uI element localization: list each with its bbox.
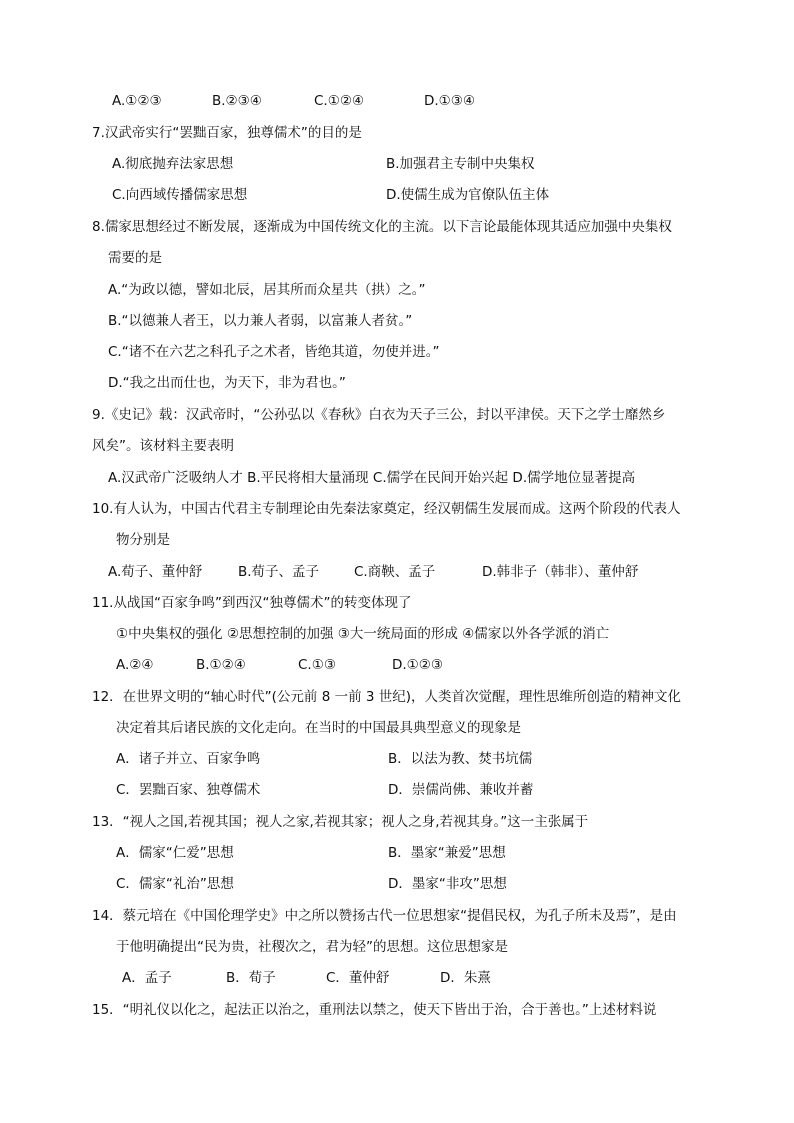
text-line: C.商鞅、孟子 <box>354 564 436 580</box>
text-line: D．崇儒尚佛、兼收并蓄 <box>388 782 534 798</box>
text-line: B．荀子 <box>226 970 276 986</box>
text-line: 12．在世界文明的“轴心时代”(公元前 8 一前 3 世纪)，人类首次觉醒，理性思维所创造的精神文化 <box>92 689 682 705</box>
text-line: ①中央集权的强化 ②思想控制的加强 ③大一统局面的形成 ④儒家以外各学派的消亡 <box>116 626 610 642</box>
text-line: B.①②④ <box>196 657 246 673</box>
text-line: B.②③④ <box>212 93 262 109</box>
text-line: 风矣”。该材料主要表明 <box>92 438 234 454</box>
text-line: A.荀子、董仲舒 <box>108 564 203 580</box>
text-line: A.①②③ <box>112 93 162 109</box>
text-line: B.荀子、孟子 <box>238 564 320 580</box>
text-line: A．儒家“仁爱”思想 <box>116 845 234 861</box>
text-line: C.“诸不在六艺之科孔子之术者，皆绝其道，勿使并进。” <box>108 344 440 360</box>
text-line: D.①②③ <box>392 657 443 673</box>
text-line: 11.从战国“百家争鸣”到西汉“独尊儒术”的转变体现了 <box>92 595 412 611</box>
text-line: B．墨家“兼爱”思想 <box>388 845 506 861</box>
text-line: C．董仲舒 <box>326 970 390 986</box>
text-line: B.“以德兼人者王，以力兼人者弱，以富兼人者贫。” <box>108 313 413 329</box>
text-line: D．墨家“非攻”思想 <box>388 876 507 892</box>
text-line: C.向西域传播儒家思想 <box>112 187 248 203</box>
text-line: D．朱熹 <box>440 970 491 986</box>
text-line: A．孟子 <box>122 970 172 986</box>
text-line: 于他明确提出“民为贵，社稷次之，君为轻”的思想。这位思想家是 <box>116 939 508 955</box>
text-line: 9.《史记》载：汉武帝时，“公孙弘以《春秋》白衣为天子三公，封以平津侯。天下之学士靡然乡 <box>92 407 666 423</box>
text-line: D.使儒生成为官僚队伍主体 <box>386 187 550 203</box>
text-line: A.汉武帝广泛吸纳人才 B.平民将相大量涌现 C.儒学在民间开始兴起 D.儒学地位显著提高 <box>108 470 636 486</box>
text-line: 14．蔡元培在《中国伦理学史》中之所以赞扬古代一位思想家“提倡民权，为孔子所未及焉”，是由 <box>92 908 677 924</box>
text-line: 决定着其后诸民族的文化走向。在当时的中国最具典型意义的现象是 <box>116 720 521 736</box>
text-line: 10.有人认为，中国古代君主专制理论由先秦法家奠定，经汉朝儒生发展而成。这两个阶段的代表人 <box>92 501 681 517</box>
text-line: C．儒家“礼治”思想 <box>116 876 234 892</box>
text-line: C．罢黜百家、独尊儒术 <box>116 782 261 798</box>
text-line: C.①③ <box>298 657 336 673</box>
text-line: A.彻底抛弃法家思想 <box>112 156 234 172</box>
text-line: 8.儒家思想经过不断发展，逐渐成为中国传统文化的主流。以下言论最能体现其适应加强中央集权 <box>92 219 672 235</box>
text-line: 物分别是 <box>116 532 170 548</box>
text-line: 13．“视人之国,若视其国；视人之家,若视其家；视人之身,若视其身。”这一主张属于 <box>92 814 589 830</box>
text-line: A.②④ <box>116 657 154 673</box>
text-line: D.①③④ <box>424 93 475 109</box>
text-line: D.“我之出而仕也，为天下，非为君也。” <box>108 375 346 391</box>
text-line: 15．“明礼仪以化之，起法正以治之，重刑法以禁之，使天下皆出于治，合于善也。”上述材料说 <box>92 1002 657 1018</box>
text-line: B．以法为教、焚书坑儒 <box>388 751 533 767</box>
text-line: C.①②④ <box>314 93 365 109</box>
text-line: 需要的是 <box>108 250 162 266</box>
text-line: A.“为政以德，譬如北辰，居其所而众星共（拱）之。” <box>108 282 426 298</box>
text-line: D.韩非子（韩非）、董仲舒 <box>482 564 639 580</box>
text-line: B.加强君主专制中央集权 <box>386 156 535 172</box>
text-line: A．诸子并立、百家争鸣 <box>116 751 261 767</box>
text-line: 7.汉武帝实行“罢黜百家，独尊儒术”的目的是 <box>92 125 362 141</box>
